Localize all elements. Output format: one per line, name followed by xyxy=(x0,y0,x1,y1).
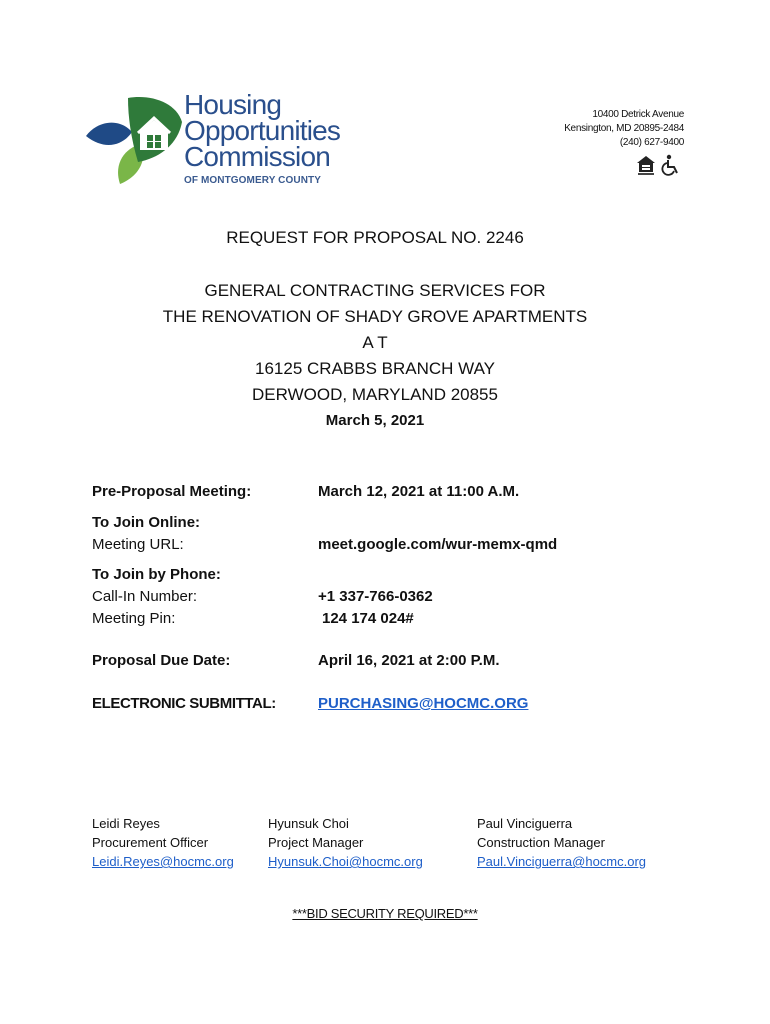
due-date-label: Proposal Due Date: xyxy=(92,652,231,669)
hoc-logo xyxy=(84,89,364,188)
bid-security-notice xyxy=(0,906,770,921)
title-line-2: THE RENOVATION OF SHADY GROVE APARTMENTS xyxy=(162,307,588,326)
callin-value: +1 337-766-0362 xyxy=(318,588,433,605)
equal-housing-icon xyxy=(637,156,655,175)
logo-line-3: Commission xyxy=(184,141,331,172)
title-line-3: A T xyxy=(362,333,388,352)
submittal-email-link[interactable]: PURCHASING@HOCMC.ORG xyxy=(318,695,529,712)
bid-security-text: ***BID SECURITY REQUIRED*** xyxy=(292,906,478,921)
title-line-1: GENERAL CONTRACTING SERVICES FOR xyxy=(204,281,546,300)
submittal-label: ELECTRONIC SUBMITTAL: xyxy=(92,695,276,712)
join-phone-label: To Join by Phone: xyxy=(92,566,221,583)
contact-email-link[interactable]: Paul.Vinciguerra@hocmc.org xyxy=(477,854,647,869)
meeting-url-value[interactable]: meet.google.com/wur-memx-qmd xyxy=(318,536,558,553)
address-street: 10400 Detrick Avenue xyxy=(592,109,684,120)
compliance-icons xyxy=(636,154,686,176)
contact-title: Construction Manager xyxy=(477,835,605,850)
logo-line-2: Opportunities xyxy=(184,115,341,146)
address-block xyxy=(564,108,684,150)
join-online-label: To Join Online: xyxy=(92,514,201,531)
title-line-5: DERWOOD, MARYLAND 20855 xyxy=(252,385,498,404)
contact-name: Hyunsuk Choi xyxy=(268,816,349,831)
contact-name: Leidi Reyes xyxy=(92,816,160,831)
contact-title: Procurement Officer xyxy=(92,835,209,850)
callin-label: Call-In Number: xyxy=(92,588,198,605)
proposal-header xyxy=(0,226,750,434)
pin-value: 124 174 024# xyxy=(322,610,414,627)
title-line-4: 16125 CRABBS BRANCH WAY xyxy=(255,359,495,378)
contact-project-manager xyxy=(268,814,423,871)
meeting-url-label: Meeting URL: xyxy=(92,536,184,553)
contact-email-link[interactable]: Hyunsuk.Choi@hocmc.org xyxy=(268,854,423,869)
preproposal-value: March 12, 2021 at 11:00 A.M. xyxy=(318,483,520,500)
contact-construction-manager xyxy=(477,814,646,871)
issue-date: March 5, 2021 xyxy=(325,412,425,429)
due-date-value: April 16, 2021 at 2:00 P.M. xyxy=(318,652,500,669)
contact-title: Project Manager xyxy=(268,835,364,850)
contact-procurement xyxy=(92,814,234,871)
logo-wordmark xyxy=(184,89,341,186)
rfp-number: REQUEST FOR PROPOSAL NO. 2246 xyxy=(226,228,524,247)
logo-subline: OF MONTGOMERY COUNTY xyxy=(184,175,321,186)
preproposal-label: Pre-Proposal Meeting: xyxy=(92,483,252,500)
contact-name: Paul Vinciguerra xyxy=(477,816,573,831)
address-city: Kensington, MD 20895-2484 xyxy=(564,123,684,134)
pin-label: Meeting Pin: xyxy=(92,610,176,627)
accessibility-icon xyxy=(662,155,677,175)
address-phone: (240) 627-9400 xyxy=(619,137,684,148)
logo-line-1: Housing xyxy=(184,89,282,120)
house-leaf-logo-icon xyxy=(84,92,184,186)
contact-email-link[interactable]: Leidi.Reyes@hocmc.org xyxy=(92,854,234,869)
